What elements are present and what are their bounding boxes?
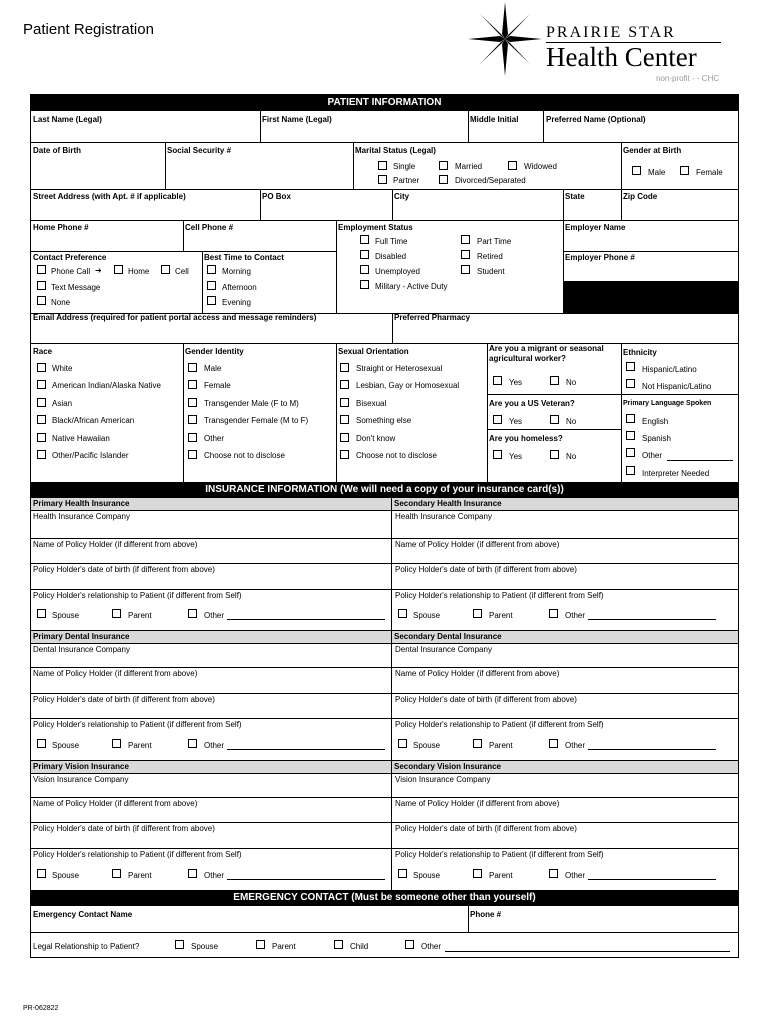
divider bbox=[621, 189, 622, 220]
sh-spouse-label: Spouse bbox=[413, 611, 441, 620]
gi-other-checkbox[interactable] bbox=[188, 433, 197, 442]
divider bbox=[31, 693, 738, 694]
sv-other-checkbox[interactable] bbox=[549, 869, 558, 878]
sd-parent-checkbox[interactable] bbox=[473, 739, 482, 748]
widowed-checkbox[interactable] bbox=[508, 161, 517, 170]
pd-other-checkbox[interactable] bbox=[188, 739, 197, 748]
divider bbox=[621, 343, 622, 482]
race-pacific-label: Other/Pacific Islander bbox=[52, 451, 129, 460]
partner-checkbox[interactable] bbox=[378, 175, 387, 184]
primary-health-company-field[interactable]: Health Insurance Company bbox=[33, 512, 130, 521]
ec-other-checkbox[interactable] bbox=[405, 940, 414, 949]
interpreter-checkbox[interactable] bbox=[626, 466, 635, 475]
race-asian-checkbox[interactable] bbox=[37, 398, 46, 407]
phone-call-checkbox[interactable] bbox=[37, 265, 46, 274]
secondary-vision-holder-name-field[interactable]: Name of Policy Holder (if different from above) bbox=[395, 799, 560, 808]
pd-spouse-checkbox[interactable] bbox=[37, 739, 46, 748]
primary-health-holder-rel-label: Policy Holder's relationship to Patient (if different from Self) bbox=[33, 591, 242, 600]
gender-at-birth-label: Gender at Birth bbox=[623, 146, 682, 155]
so-dont-know-label: Don't know bbox=[356, 434, 396, 443]
spanish-label: Spanish bbox=[642, 434, 671, 443]
not-hispanic-label: Not Hispanic/Latino bbox=[642, 382, 712, 391]
ethnicity-label: Ethnicity bbox=[623, 348, 657, 357]
secondary-health-holder-dob-field[interactable]: Policy Holder's date of birth (if different from above) bbox=[395, 565, 577, 574]
last-name-field[interactable]: Last Name (Legal) bbox=[33, 115, 102, 124]
divider bbox=[165, 142, 166, 189]
male-birth-checkbox[interactable] bbox=[632, 166, 641, 175]
pv-spouse-checkbox[interactable] bbox=[37, 869, 46, 878]
sd-spouse-label: Spouse bbox=[413, 741, 441, 750]
divider bbox=[31, 718, 738, 719]
widowed-label: Widowed bbox=[524, 162, 557, 171]
phone-call-label: Phone Call bbox=[51, 267, 91, 276]
divider bbox=[563, 189, 564, 220]
gi-trans-male-label: Transgender Male (F to M) bbox=[204, 399, 299, 408]
divider bbox=[31, 643, 738, 644]
first-name-field[interactable]: First Name (Legal) bbox=[262, 115, 332, 124]
so-lgh-checkbox[interactable] bbox=[340, 380, 349, 389]
secondary-dental-header: Secondary Dental Insurance bbox=[392, 631, 738, 643]
other-language-line[interactable] bbox=[667, 460, 733, 461]
po-box-field[interactable]: PO Box bbox=[262, 192, 291, 201]
ec-parent-label: Parent bbox=[272, 942, 296, 951]
divider bbox=[487, 343, 488, 482]
sv-other-line[interactable] bbox=[588, 879, 716, 880]
homeless-question: Are you homeless? bbox=[489, 434, 563, 443]
student-checkbox[interactable] bbox=[461, 265, 470, 274]
logo-line2: Health Center bbox=[546, 42, 697, 72]
form-code: PR-062822 bbox=[23, 1005, 59, 1012]
interpreter-label: Interpreter Needed bbox=[642, 469, 710, 478]
pv-other-checkbox[interactable] bbox=[188, 869, 197, 878]
none-label: None bbox=[51, 298, 71, 307]
emergency-relationship-label: Legal Relationship to Patient? bbox=[33, 942, 140, 951]
middle-initial-field[interactable]: Middle Initial bbox=[470, 115, 519, 124]
ec-spouse-label: Spouse bbox=[191, 942, 219, 951]
divider bbox=[31, 538, 738, 539]
divider bbox=[31, 589, 738, 590]
migrant-no-checkbox[interactable] bbox=[550, 376, 559, 385]
military-checkbox[interactable] bbox=[360, 280, 369, 289]
primary-dental-header: Primary Dental Insurance bbox=[31, 631, 391, 643]
hispanic-label: Hispanic/Latino bbox=[642, 365, 697, 374]
state-field[interactable]: State bbox=[565, 192, 585, 201]
so-not-disclose-label: Choose not to disclose bbox=[356, 451, 437, 460]
student-label: Student bbox=[477, 267, 505, 276]
secondary-vision-holder-dob-field[interactable]: Policy Holder's date of birth (if different from above) bbox=[395, 824, 577, 833]
ph-spouse-checkbox[interactable] bbox=[37, 609, 46, 618]
other-language-label: Other bbox=[642, 451, 663, 460]
female-birth-checkbox[interactable] bbox=[680, 166, 689, 175]
preferred-name-field[interactable]: Preferred Name (Optional) bbox=[546, 115, 646, 124]
homeless-yes-label: Yes bbox=[509, 452, 523, 461]
primary-vision-header: Primary Vision Insurance bbox=[31, 761, 391, 773]
divider bbox=[621, 142, 622, 189]
homeless-no-checkbox[interactable] bbox=[550, 450, 559, 459]
primary-health-holder-name-field[interactable]: Name of Policy Holder (if different from above) bbox=[33, 540, 198, 549]
gi-male-label: Male bbox=[204, 364, 222, 373]
divider bbox=[260, 111, 261, 142]
language-label: Primary Language Spoken bbox=[623, 400, 712, 407]
sd-parent-label: Parent bbox=[489, 741, 513, 750]
pv-spouse-label: Spouse bbox=[52, 871, 80, 880]
marital-status-label: Marital Status (Legal) bbox=[355, 146, 436, 155]
race-asian-label: Asian bbox=[52, 399, 73, 408]
married-label: Married bbox=[455, 162, 483, 171]
cell-label: Cell bbox=[175, 267, 189, 276]
sd-other-label: Other bbox=[565, 741, 586, 750]
full-time-label: Full Time bbox=[375, 237, 408, 246]
pv-parent-label: Parent bbox=[128, 871, 152, 880]
so-dont-know-checkbox[interactable] bbox=[340, 433, 349, 442]
full-time-checkbox[interactable] bbox=[360, 235, 369, 244]
primary-dental-company-field[interactable]: Dental Insurance Company bbox=[33, 645, 130, 654]
hispanic-checkbox[interactable] bbox=[626, 362, 635, 371]
married-checkbox[interactable] bbox=[439, 161, 448, 170]
home-label: Home bbox=[128, 267, 150, 276]
secondary-dental-holder-rel-label: Policy Holder's relationship to Patient (if different from Self) bbox=[395, 720, 604, 729]
military-label: Military - Active Duty bbox=[375, 282, 448, 291]
pd-other-line[interactable] bbox=[227, 749, 385, 750]
migrant-yes-checkbox[interactable] bbox=[493, 376, 502, 385]
sh-parent-label: Parent bbox=[489, 611, 513, 620]
sh-parent-checkbox[interactable] bbox=[473, 609, 482, 618]
employer-phone-field[interactable]: Employer Phone # bbox=[565, 253, 635, 262]
race-hawaiian-checkbox[interactable] bbox=[37, 433, 46, 442]
divider bbox=[31, 510, 738, 511]
veteran-no-label: No bbox=[566, 417, 577, 426]
primary-dental-holder-dob-field[interactable]: Policy Holder's date of birth (if different from above) bbox=[33, 695, 215, 704]
divider bbox=[563, 251, 738, 252]
divider bbox=[487, 394, 621, 395]
divider bbox=[392, 189, 393, 220]
ec-spouse-checkbox[interactable] bbox=[175, 940, 184, 949]
patient-info-header: PATIENT INFORMATION bbox=[31, 95, 738, 111]
sv-other-label: Other bbox=[565, 871, 586, 880]
street-field[interactable]: Street Address (with Apt. # if applicable) bbox=[33, 192, 186, 201]
so-else-checkbox[interactable] bbox=[340, 415, 349, 424]
divider bbox=[31, 773, 738, 774]
page-title: Patient Registration bbox=[23, 21, 154, 38]
pd-spouse-label: Spouse bbox=[52, 741, 80, 750]
emergency-header: EMERGENCY CONTACT (Must be someone other than yourself) bbox=[31, 890, 738, 906]
dob-field[interactable]: Date of Birth bbox=[33, 146, 81, 155]
arrow-icon: ➔ bbox=[95, 266, 102, 275]
veteran-yes-label: Yes bbox=[509, 417, 523, 426]
partner-label: Partner bbox=[393, 176, 420, 185]
primary-health-header: Primary Health Insurance bbox=[31, 498, 391, 510]
home-phone-field[interactable]: Home Phone # bbox=[33, 223, 89, 232]
so-bisexual-checkbox[interactable] bbox=[340, 398, 349, 407]
ph-other-checkbox[interactable] bbox=[188, 609, 197, 618]
gi-not-disclose-checkbox[interactable] bbox=[188, 450, 197, 459]
emergency-name-field[interactable]: Emergency Contact Name bbox=[33, 910, 133, 919]
sv-spouse-checkbox[interactable] bbox=[398, 869, 407, 878]
sh-spouse-checkbox[interactable] bbox=[398, 609, 407, 618]
email-field[interactable]: Email Address (required for patient portal access and message reminders) bbox=[33, 313, 317, 322]
pv-other-line[interactable] bbox=[227, 879, 385, 880]
retired-checkbox[interactable] bbox=[461, 250, 470, 259]
gi-trans-female-checkbox[interactable] bbox=[188, 415, 197, 424]
best-time-label: Best Time to Contact bbox=[204, 253, 284, 262]
gender-identity-label: Gender Identity bbox=[185, 347, 244, 356]
divider bbox=[468, 906, 469, 932]
divider bbox=[487, 429, 621, 430]
race-black-checkbox[interactable] bbox=[37, 415, 46, 424]
morning-label: Morning bbox=[222, 267, 251, 276]
divider bbox=[336, 343, 337, 482]
pd-parent-label: Parent bbox=[128, 741, 152, 750]
ec-parent-checkbox[interactable] bbox=[256, 940, 265, 949]
sv-spouse-label: Spouse bbox=[413, 871, 441, 880]
zip-field[interactable]: Zip Code bbox=[623, 192, 658, 201]
employer-name-field[interactable]: Employer Name bbox=[565, 223, 626, 232]
primary-dental-holder-rel-label: Policy Holder's relationship to Patient (if different from Self) bbox=[33, 720, 242, 729]
gi-not-disclose-label: Choose not to disclose bbox=[204, 451, 285, 460]
sv-parent-label: Parent bbox=[489, 871, 513, 880]
secondary-vision-holder-rel-label: Policy Holder's relationship to Patient (if different from Self) bbox=[395, 850, 604, 859]
pharmacy-field[interactable]: Preferred Pharmacy bbox=[394, 313, 471, 322]
so-else-label: Something else bbox=[356, 416, 412, 425]
divider bbox=[31, 563, 738, 564]
afternoon-checkbox[interactable] bbox=[207, 281, 216, 290]
gi-trans-female-label: Transgender Female (M to F) bbox=[204, 416, 309, 425]
primary-vision-holder-dob-field[interactable]: Policy Holder's date of birth (if different from above) bbox=[33, 824, 215, 833]
so-straight-label: Straight or Heterosexual bbox=[356, 364, 443, 373]
pv-parent-checkbox[interactable] bbox=[112, 869, 121, 878]
part-time-checkbox[interactable] bbox=[461, 235, 470, 244]
female-birth-label: Female bbox=[696, 168, 723, 177]
sh-other-checkbox[interactable] bbox=[549, 609, 558, 618]
gi-other-label: Other bbox=[204, 434, 225, 443]
not-hispanic-checkbox[interactable] bbox=[626, 379, 635, 388]
registration-form bbox=[30, 94, 739, 958]
none-checkbox[interactable] bbox=[37, 296, 46, 305]
ph-spouse-label: Spouse bbox=[52, 611, 80, 620]
divider bbox=[391, 498, 392, 892]
pd-parent-checkbox[interactable] bbox=[112, 739, 121, 748]
divider bbox=[183, 220, 184, 251]
disabled-checkbox[interactable] bbox=[360, 250, 369, 259]
cell-checkbox[interactable] bbox=[161, 265, 170, 274]
race-label: Race bbox=[33, 347, 53, 356]
secondary-vision-company-field[interactable]: Vision Insurance Company bbox=[395, 775, 491, 784]
migrant-no-label: No bbox=[566, 378, 577, 387]
health-center-logo bbox=[468, 2, 728, 83]
single-label: Single bbox=[393, 162, 416, 171]
race-black-label: Black/African American bbox=[52, 416, 135, 425]
pd-other-label: Other bbox=[204, 741, 225, 750]
divider bbox=[183, 343, 184, 482]
sd-spouse-checkbox[interactable] bbox=[398, 739, 407, 748]
primary-dental-holder-name-field[interactable]: Name of Policy Holder (if different from above) bbox=[33, 669, 198, 678]
divider bbox=[260, 189, 261, 220]
text-message-checkbox[interactable] bbox=[37, 281, 46, 290]
divider bbox=[31, 797, 738, 798]
divider bbox=[31, 189, 738, 190]
logo-line1: PRAIRIE STAR bbox=[546, 24, 676, 41]
secondary-dental-company-field[interactable]: Dental Insurance Company bbox=[395, 645, 492, 654]
ssn-field[interactable]: Social Security # bbox=[167, 146, 232, 155]
divider bbox=[31, 848, 738, 849]
gi-female-checkbox[interactable] bbox=[188, 380, 197, 389]
divorced-checkbox[interactable] bbox=[439, 175, 448, 184]
male-birth-label: Male bbox=[648, 168, 666, 177]
so-lgh-label: Lesbian, Gay or Homosexual bbox=[356, 381, 460, 390]
divider bbox=[392, 313, 393, 343]
ec-other-line[interactable] bbox=[445, 951, 730, 952]
gi-male-checkbox[interactable] bbox=[188, 363, 197, 372]
primary-vision-holder-rel-label: Policy Holder's relationship to Patient (if different from Self) bbox=[33, 850, 242, 859]
ec-other-label: Other bbox=[421, 942, 442, 951]
divider bbox=[621, 394, 738, 395]
race-white-label: White bbox=[52, 364, 73, 373]
race-white-checkbox[interactable] bbox=[37, 363, 46, 372]
retired-label: Retired bbox=[477, 252, 503, 261]
morning-checkbox[interactable] bbox=[207, 265, 216, 274]
primary-health-holder-dob-field[interactable]: Policy Holder's date of birth (if different from above) bbox=[33, 565, 215, 574]
emergency-phone-field[interactable]: Phone # bbox=[470, 910, 502, 919]
sh-other-line[interactable] bbox=[588, 619, 716, 620]
migrant-question: Are you a migrant or seasonal agricultural worker? bbox=[489, 344, 604, 363]
ec-child-checkbox[interactable] bbox=[334, 940, 343, 949]
contact-pref-label: Contact Preference bbox=[33, 253, 107, 262]
sh-other-label: Other bbox=[565, 611, 586, 620]
ph-parent-label: Parent bbox=[128, 611, 152, 620]
secondary-dental-holder-name-field[interactable]: Name of Policy Holder (if different from above) bbox=[395, 669, 560, 678]
sexual-orientation-label: Sexual Orientation bbox=[338, 347, 409, 356]
gi-female-label: Female bbox=[204, 381, 231, 390]
divider bbox=[468, 111, 469, 142]
secondary-health-holder-name-field[interactable]: Name of Policy Holder (if different from above) bbox=[395, 540, 560, 549]
spanish-checkbox[interactable] bbox=[626, 431, 635, 440]
english-checkbox[interactable] bbox=[626, 414, 635, 423]
unemployed-checkbox[interactable] bbox=[360, 265, 369, 274]
secondary-health-header: Secondary Health Insurance bbox=[392, 498, 738, 510]
veteran-question: Are you a US Veteran? bbox=[489, 399, 575, 408]
race-american-indian-label: American Indian/Alaska Native bbox=[52, 381, 161, 390]
homeless-no-label: No bbox=[566, 452, 577, 461]
secondary-health-company-field[interactable]: Health Insurance Company bbox=[395, 512, 492, 521]
divider bbox=[31, 220, 738, 221]
divider bbox=[31, 667, 738, 668]
logo-tagline: non-profit - - CHC bbox=[656, 74, 720, 83]
unemployed-label: Unemployed bbox=[375, 267, 420, 276]
evening-checkbox[interactable] bbox=[207, 296, 216, 305]
divider bbox=[353, 142, 354, 189]
ec-child-label: Child bbox=[350, 942, 369, 951]
disabled-label: Disabled bbox=[375, 252, 407, 261]
primary-vision-company-field[interactable]: Vision Insurance Company bbox=[33, 775, 129, 784]
so-not-disclose-checkbox[interactable] bbox=[340, 450, 349, 459]
gi-trans-male-checkbox[interactable] bbox=[188, 398, 197, 407]
sd-other-checkbox[interactable] bbox=[549, 739, 558, 748]
secondary-vision-header: Secondary Vision Insurance bbox=[392, 761, 738, 773]
ph-other-label: Other bbox=[204, 611, 225, 620]
divorced-label: Divorced/Separated bbox=[455, 176, 526, 185]
veteran-no-checkbox[interactable] bbox=[550, 415, 559, 424]
veteran-yes-checkbox[interactable] bbox=[493, 415, 502, 424]
insurance-header: INSURANCE INFORMATION (We will need a copy of your insurance card(s)) bbox=[31, 482, 738, 498]
evening-label: Evening bbox=[222, 298, 251, 307]
divider bbox=[543, 111, 544, 142]
home-checkbox[interactable] bbox=[114, 265, 123, 274]
race-american-indian-checkbox[interactable] bbox=[37, 380, 46, 389]
homeless-yes-checkbox[interactable] bbox=[493, 450, 502, 459]
city-field[interactable]: City bbox=[394, 192, 410, 201]
pv-other-label: Other bbox=[204, 871, 225, 880]
secondary-health-holder-rel-label: Policy Holder's relationship to Patient (if different from Self) bbox=[395, 591, 604, 600]
afternoon-label: Afternoon bbox=[222, 283, 257, 292]
primary-vision-holder-name-field[interactable]: Name of Policy Holder (if different from above) bbox=[33, 799, 198, 808]
divider bbox=[31, 822, 738, 823]
secondary-dental-holder-dob-field[interactable]: Policy Holder's date of birth (if different from above) bbox=[395, 695, 577, 704]
ph-parent-checkbox[interactable] bbox=[112, 609, 121, 618]
divider bbox=[31, 251, 336, 252]
race-pacific-checkbox[interactable] bbox=[37, 450, 46, 459]
divider bbox=[31, 932, 738, 933]
sv-parent-checkbox[interactable] bbox=[473, 869, 482, 878]
migrant-yes-label: Yes bbox=[509, 378, 523, 387]
divider bbox=[202, 251, 203, 313]
ph-other-line[interactable] bbox=[227, 619, 385, 620]
english-label: English bbox=[642, 417, 669, 426]
divider bbox=[31, 343, 738, 344]
sd-other-line[interactable] bbox=[588, 749, 716, 750]
cell-phone-field[interactable]: Cell Phone # bbox=[185, 223, 234, 232]
divider bbox=[31, 142, 738, 143]
employment-status-label: Employment Status bbox=[338, 223, 413, 232]
other-language-checkbox[interactable] bbox=[626, 448, 635, 457]
text-message-label: Text Message bbox=[51, 283, 101, 292]
blacked-out-area bbox=[564, 281, 738, 313]
star-logo-icon bbox=[468, 2, 542, 76]
single-checkbox[interactable] bbox=[378, 161, 387, 170]
part-time-label: Part Time bbox=[477, 237, 512, 246]
so-straight-checkbox[interactable] bbox=[340, 363, 349, 372]
divider bbox=[336, 220, 337, 313]
race-hawaiian-label: Native Hawaiian bbox=[52, 434, 110, 443]
so-bisexual-label: Bisexual bbox=[356, 399, 387, 408]
